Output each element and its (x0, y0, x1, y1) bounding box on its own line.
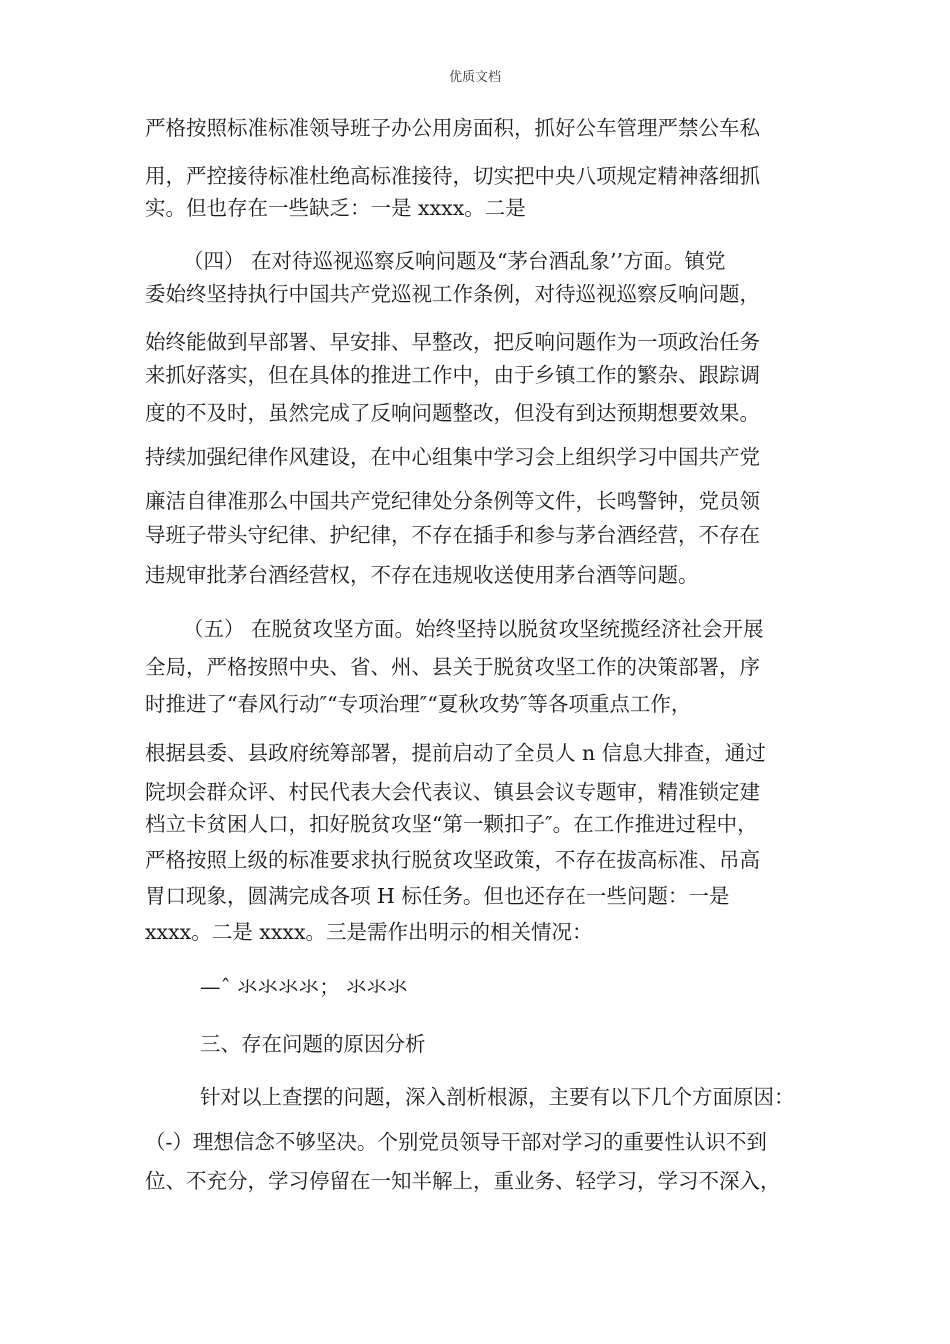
text-line: 违规审批茅台酒经营权，不存在违规收送使用茅台酒等问题。 (145, 563, 699, 587)
text-line: 实。但也存在一些缺乏：一是 xxxx。二是 (145, 196, 526, 220)
section-heading-5: （五） 在脱贫攻坚方面。始终坚持以脱贫攻坚统揽经济社会开展 (183, 617, 764, 641)
text-line: 用，严控接待标准杜绝高标准接待，切实把中央八项规定精神落细抓 (145, 164, 760, 188)
text-line: —ˆ 氺氺氺氺； 氺氺氺 (200, 975, 408, 999)
text-line: 持续加强纪律作风建设，在中心组集中学习会上组织学习中国共产党 (145, 445, 760, 469)
page-header: 优质文档 (448, 70, 501, 85)
text-line: 委始终坚持执行中国共产党巡视工作条例，对待巡视巡察反响问题， (145, 282, 760, 306)
text-line: 全局，严格按照中央、省、州、县关于脱贫攻坚工作的决策部署，序 (145, 655, 760, 679)
text-line: （-）理想信念不够坚决。个别党员领导干部对学习的重要性认识不到 (145, 1130, 767, 1154)
text-line: 始终能做到早部署、早安排、早整改，把反响问题作为一项政治任务 (145, 330, 760, 354)
text-line: xxxx。二是 xxxx。三是需作出明示的相关情况： (145, 920, 593, 944)
section-heading-3: 三、存在问题的原因分析 (200, 1032, 426, 1056)
text-line: 档立卡贫困人口，扣好脱贫攻坚“第一颗扣子″。在工作推进过程中， (145, 812, 758, 836)
text-line: 胃口现象，圆满完成各项 H 标任务。但也还存在一些问题：一是 (145, 884, 730, 908)
text-line: 位、不充分，学习停留在一知半解上，重业务、轻学习，学习不深入， (145, 1169, 781, 1193)
text-line: 院坝会群众评、村民代表大会代表议、镇县会议专题审，精准锁定建 (145, 780, 760, 804)
text-line: 度的不及时，虽然完成了反响问题整改，但没有到达预期想要效果。 (145, 401, 760, 425)
text-line: 廉洁自律准那么中国共产党纪律处分条例等文件，长鸣警钟，党员领 (145, 489, 760, 513)
text-line: 严格按照上级的标准要求执行脱贫攻坚政策，不存在拔高标准、吊高 (145, 848, 760, 872)
text-line: 严格按照标准标准领导班子办公用房面积，抓好公车管理严禁公车私 (145, 116, 760, 140)
section-heading-4: （四） 在对待巡视巡察反响问题及“茅台酒乱象’’方面。镇党 (183, 249, 726, 273)
text-line: 根据县委、县政府统筹部署，提前启动了全员人 n 信息大排查，通过 (145, 741, 766, 765)
text-line: 导班子带头守纪律、护纪律，不存在插手和参与茅台酒经营，不存在 (145, 523, 760, 547)
text-line: 时推进了“春风行动″“专项治理″“夏秋攻势″等各项重点工作， (145, 692, 692, 716)
text-line: 来抓好落实，但在具体的推进工作中，由于乡镇工作的繁杂、跟踪调 (145, 363, 760, 387)
text-line: 针对以上查摆的问题，深入剖析根源，主要有以下几个方面原因： (200, 1085, 795, 1109)
